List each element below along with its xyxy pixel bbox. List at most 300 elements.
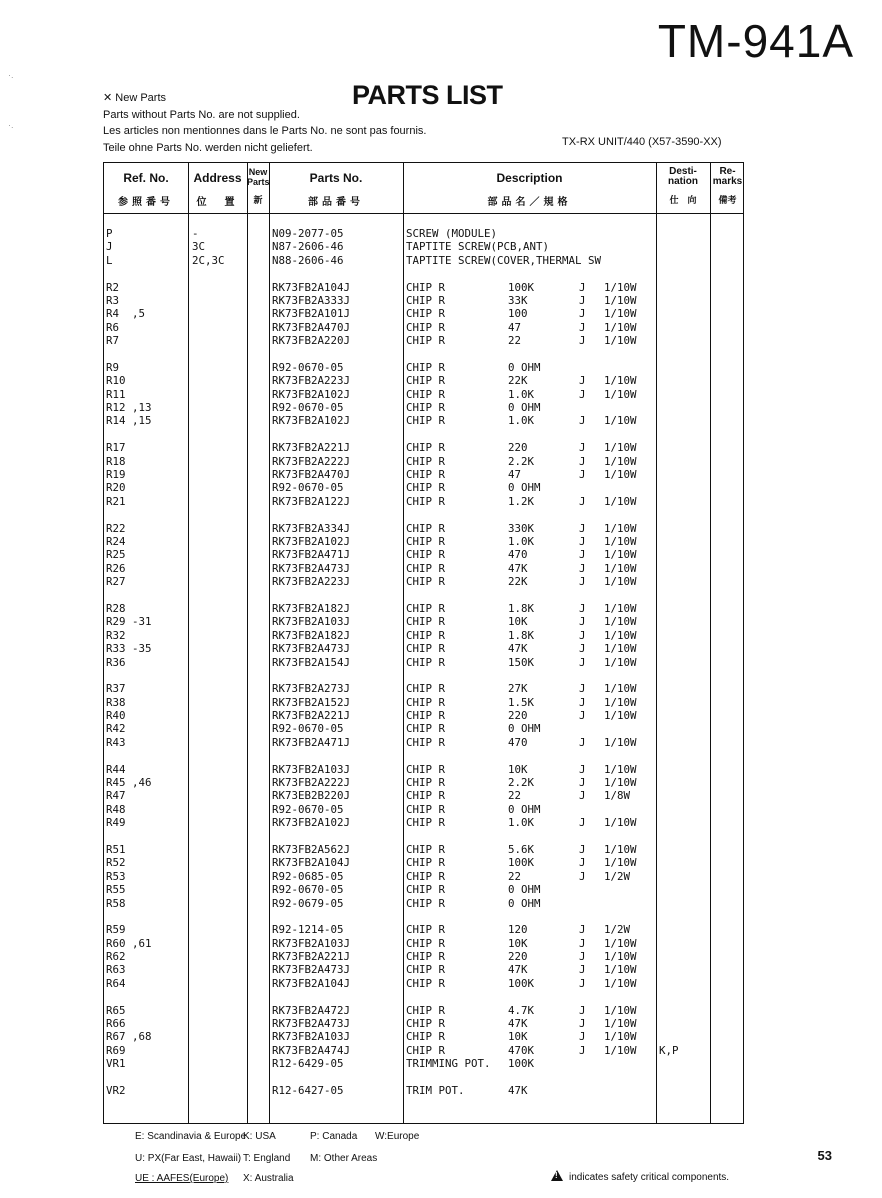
parts-no-cell: RK73FB2A154J [272,655,351,669]
rating-cell: 1/10W [604,307,637,321]
value-cell: 2.2K [508,776,535,790]
parts-table [103,162,744,1124]
table-row [104,1030,743,1043]
tolerance-cell: J [579,320,586,334]
parts-no-cell: RK73FB2A182J [272,601,351,615]
table-row [104,629,743,642]
description-cell: CHIP R [406,963,446,977]
table-row [104,897,743,910]
tolerance-cell: J [579,1030,586,1044]
ref-no-cell: R37 [106,682,126,696]
description-cell: SCREW (MODULE) [406,227,498,240]
description-cell: CHIP R [406,883,446,897]
table-row [104,682,743,695]
rating-cell: 1/10W [604,842,637,856]
ref-no-cell: R6 [106,320,120,334]
ref-no-cell: R2 [106,280,120,294]
table-row [104,548,743,561]
value-cell: 120 [508,923,528,937]
ref-no-cell: R3 [106,293,120,307]
ref-no-cell: R59 [106,923,126,937]
table-row [104,307,743,320]
tolerance-cell: J [579,561,586,575]
tolerance-cell: J [579,709,586,723]
description-cell: CHIP R [406,923,446,937]
parts-no-cell: R92-0685-05 [272,869,344,883]
table-row [104,642,743,655]
ref-no-cell: R7 [106,334,120,348]
description-cell: CHIP R [406,1017,446,1031]
rating-cell: 1/10W [604,682,637,696]
tolerance-cell: J [579,468,586,482]
table-row [104,950,743,963]
header-new: New Parts 新 [247,167,270,205]
ref-no-cell: R69 [106,1043,126,1057]
rating-cell: 1/10W [604,709,637,723]
parts-no-cell: RK73FB2A152J [272,695,351,709]
tolerance-cell: J [579,441,586,455]
row-gap [104,589,743,602]
value-cell: 330K [508,521,535,535]
parts-no-cell: N88-2606-46 [272,253,344,267]
table-row [104,696,743,709]
tolerance-cell: J [579,682,586,696]
tolerance-cell: J [579,816,586,830]
value-cell: 0 OHM [508,802,541,816]
parts-no-cell: RK73FB2A221J [272,950,351,964]
table-row [104,736,743,749]
ref-no-cell: R27 [106,575,126,589]
legend-item: X: Australia [243,1173,294,1184]
ref-no-cell: R26 [106,561,126,575]
rating-cell: 1/2W [604,923,631,937]
table-row [104,856,743,869]
parts-no-cell: RK73FB2A470J [272,468,351,482]
table-row [104,535,743,548]
ref-no-cell: R62 [106,950,126,964]
parts-no-cell: RK73FB2A473J [272,642,351,656]
value-cell: 47K [508,1084,528,1097]
description-cell: CHIP R [406,320,446,334]
description-cell: CHIP R [406,776,446,790]
parts-no-cell: RK73FB2A182J [272,628,351,642]
model-number: TM-941A [657,15,854,67]
value-cell: 100K [508,1057,535,1071]
tolerance-cell: J [579,615,586,629]
ref-no-cell: R33 -35 [106,642,152,656]
ref-no-cell: R65 [106,1003,126,1017]
parts-no-cell: RK73FB2A220J [272,334,351,348]
description-cell: CHIP R [406,936,446,950]
ref-no-cell: P [106,227,113,240]
description-cell: CHIP R [406,682,446,696]
description-cell: CHIP R [406,441,446,455]
description-cell: CHIP R [406,789,446,803]
value-cell: 220 [508,709,528,723]
parts-no-cell: RK73FB2A104J [272,856,351,870]
legend-item: T: England [243,1153,291,1164]
note-new-parts: ✕ New Parts [103,92,167,104]
rating-cell: 1/10W [604,601,637,615]
parts-no-cell: RK73FB2A473J [272,561,351,575]
tolerance-cell: J [579,387,586,401]
note-en: Parts without Parts No. are not supplied. [103,108,300,121]
ref-no-cell: R58 [106,896,126,910]
ref-no-cell: R10 [106,374,126,388]
rating-cell: 1/10W [604,615,637,629]
description-cell: CHIP R [406,280,446,294]
ref-no-cell: R17 [106,441,126,455]
parts-no-cell: RK73FB2A273J [272,682,351,696]
rating-cell: 1/10W [604,1017,637,1031]
rating-cell: 1/10W [604,735,637,749]
parts-no-cell: RK73FB2A103J [272,615,351,629]
value-cell: 0 OHM [508,481,541,495]
table-row [104,803,743,816]
table-row [104,361,743,374]
table-row [104,401,743,414]
value-cell: 22 [508,789,522,803]
table-row [104,923,743,936]
description-cell: CHIP R [406,802,446,816]
ref-no-cell: R64 [106,976,126,990]
ref-no-cell: R12 ,13 [106,401,152,415]
table-row [104,789,743,802]
table-row [104,883,743,896]
parts-no-cell: RK73FB2A103J [272,936,351,950]
description-cell: TRIMMING POT. [406,1057,491,1071]
tolerance-cell: J [579,293,586,307]
description-cell: CHIP R [406,735,446,749]
parts-no-cell: R92-1214-05 [272,923,344,937]
rating-cell: 1/10W [604,414,637,428]
description-cell: CHIP R [406,334,446,348]
parts-no-cell: N09-2077-05 [272,227,344,240]
row-gap [104,428,743,441]
ref-no-cell: R63 [106,963,126,977]
value-cell: 33K [508,293,528,307]
ref-no-cell: L [106,253,113,267]
row-gap [104,749,743,762]
rating-cell: 1/10W [604,494,637,508]
parts-no-cell: RK73FB2A102J [272,816,351,830]
description-cell: CHIP R [406,896,446,910]
tolerance-cell: J [579,762,586,776]
value-cell: 150K [508,655,535,669]
description-cell: CHIP R [406,481,446,495]
parts-no-cell: RK73FB2A103J [272,762,351,776]
parts-no-cell: RK73FB2A122J [272,494,351,508]
parts-no-cell: R92-0679-05 [272,896,344,910]
ref-no-cell: R45 ,46 [106,776,152,790]
table-row [104,227,743,240]
tolerance-cell: J [579,735,586,749]
tolerance-cell: J [579,575,586,589]
rating-cell: 1/10W [604,856,637,870]
tolerance-cell: J [579,963,586,977]
description-cell: CHIP R [406,548,446,562]
description-cell: CHIP R [406,1043,446,1057]
legend-item: K: USA [243,1131,276,1142]
value-cell: 470K [508,1043,535,1057]
description-cell: CHIP R [406,387,446,401]
rating-cell: 1/10W [604,936,637,950]
description-cell: TAPTITE SCREW(COVER,THERMAL SW [406,253,602,267]
description-cell: CHIP R [406,374,446,388]
parts-no-cell: RK73FB2A222J [272,776,351,790]
description-cell: CHIP R [406,655,446,669]
ref-no-cell: R53 [106,869,126,883]
description-cell: CHIP R [406,1030,446,1044]
scan-mark: ·. [8,70,14,80]
value-cell: 10K [508,1030,528,1044]
tolerance-cell: J [579,601,586,615]
description-cell: CHIP R [406,762,446,776]
description-cell: CHIP R [406,307,446,321]
ref-no-cell: R51 [106,842,126,856]
parts-no-cell: R92-0670-05 [272,481,344,495]
description-cell: CHIP R [406,468,446,482]
page-title: PARTS LIST [352,80,503,110]
value-cell: 1.0K [508,534,535,548]
value-cell: 1.0K [508,387,535,401]
legend-item: P: Canada [310,1131,358,1142]
table-row [104,763,743,776]
parts-no-cell: RK73FB2A474J [272,1043,351,1057]
table-row [104,843,743,856]
ref-no-cell: R52 [106,856,126,870]
safety-note-text: indicates safety critical components. [569,1172,730,1183]
description-cell: CHIP R [406,816,446,830]
table-row [104,1017,743,1030]
tolerance-cell: J [579,494,586,508]
table-row [104,963,743,976]
value-cell: 100 [508,307,528,321]
tolerance-cell: J [579,454,586,468]
parts-no-cell: R12-6429-05 [272,1057,344,1071]
legend-row-3 [135,1173,294,1184]
tolerance-cell: J [579,548,586,562]
value-cell: 220 [508,441,528,455]
tolerance-cell: J [579,628,586,642]
parts-no-cell: R92-0670-05 [272,360,344,374]
parts-no-cell: RK73FB2A333J [272,293,351,307]
description-cell: CHIP R [406,950,446,964]
description-cell: CHIP R [406,976,446,990]
parts-no-cell: RK73FB2A103J [272,1030,351,1044]
value-cell: 220 [508,950,528,964]
rating-cell: 1/10W [604,561,637,575]
description-cell: TAPTITE SCREW(PCB,ANT) [406,240,550,254]
tolerance-cell: J [579,642,586,656]
ref-no-cell: R21 [106,494,126,508]
ref-no-cell: R60 ,61 [106,936,152,950]
tolerance-cell: J [579,414,586,428]
rating-cell: 1/10W [604,387,637,401]
ref-no-cell: R19 [106,468,126,482]
row-gap [104,267,743,280]
table-row [104,977,743,990]
description-cell: CHIP R [406,709,446,723]
ref-no-cell: R38 [106,695,126,709]
address-cell: - [192,227,199,240]
value-cell: 100K [508,280,535,294]
value-cell: 22K [508,374,528,388]
value-cell: 22 [508,334,522,348]
parts-no-cell: RK73FB2A221J [272,441,351,455]
table-row [104,1044,743,1057]
value-cell: 1.2K [508,494,535,508]
rating-cell: 1/2W [604,869,631,883]
scan-mark: ·. [8,120,14,130]
table-row [104,294,743,307]
address-cell: 3C [192,240,206,254]
parts-no-cell: RK73FB2A471J [272,735,351,749]
row-gap [104,348,743,361]
value-cell: 0 OHM [508,722,541,736]
ref-no-cell: R9 [106,360,120,374]
ref-no-cell: R11 [106,387,126,401]
tolerance-cell: J [579,950,586,964]
value-cell: 4.7K [508,1003,535,1017]
tolerance-cell: J [579,936,586,950]
value-cell: 1.0K [508,414,535,428]
ref-no-cell: R44 [106,762,126,776]
rating-cell: 1/10W [604,468,637,482]
rating-cell: 1/10W [604,374,637,388]
ref-no-cell: R40 [106,709,126,723]
parts-no-cell: RK73FB2A334J [272,521,351,535]
table-row [104,937,743,950]
value-cell: 47 [508,320,522,334]
rating-cell: 1/10W [604,776,637,790]
description-cell: CHIP R [406,575,446,589]
description-cell: CHIP R [406,869,446,883]
table-row [104,321,743,334]
description-cell: CHIP R [406,494,446,508]
tolerance-cell: J [579,1003,586,1017]
note-de: Teile ohne Parts No. werden nicht geliefert. [103,141,313,154]
description-cell: CHIP R [406,722,446,736]
value-cell: 47K [508,1017,528,1031]
ref-no-cell: R48 [106,802,126,816]
parts-no-cell: RK73FB2A221J [272,709,351,723]
tolerance-cell: J [579,521,586,535]
legend-row-2 [135,1153,378,1164]
ref-no-cell: VR2 [106,1084,126,1097]
value-cell: 1.8K [508,601,535,615]
legend-item: W:Europe [375,1131,420,1142]
value-cell: 2.2K [508,454,535,468]
table-row [104,602,743,615]
value-cell: 47K [508,963,528,977]
rating-cell: 1/10W [604,320,637,334]
tolerance-cell: J [579,655,586,669]
page-number: 53 [817,1148,832,1163]
parts-no-cell: RK73FB2A222J [272,454,351,468]
tolerance-cell: J [579,856,586,870]
ref-no-cell: R66 [106,1017,126,1031]
description-cell: CHIP R [406,615,446,629]
description-cell: CHIP R [406,293,446,307]
description-cell: CHIP R [406,856,446,870]
description-cell: CHIP R [406,1003,446,1017]
row-gap [104,508,743,521]
value-cell: 0 OHM [508,883,541,897]
description-cell: CHIP R [406,642,446,656]
value-cell: 470 [508,548,528,562]
ref-no-cell: R47 [106,789,126,803]
tolerance-cell: J [579,776,586,790]
rating-cell: 1/10W [604,628,637,642]
table-row [104,281,743,294]
rating-cell: 1/10W [604,334,637,348]
rating-cell: 1/10W [604,816,637,830]
value-cell: 100K [508,976,535,990]
table-row [104,656,743,669]
table-row [104,441,743,454]
table-row [104,816,743,829]
header-remarks: Re- marks 備考 [712,166,743,205]
tolerance-cell: J [579,374,586,388]
value-cell: 22 [508,869,522,883]
table-row [104,870,743,883]
table-row [104,495,743,508]
rating-cell: 1/8W [604,789,631,803]
value-cell: 5.6K [508,842,535,856]
table-row [104,254,743,267]
legend-item: M: Other Areas [310,1153,378,1164]
row-gap [104,830,743,843]
rating-cell: 1/10W [604,762,637,776]
rating-cell: 1/10W [604,655,637,669]
parts-no-cell: RK73EB2B220J [272,789,351,803]
parts-no-cell: RK73FB2A102J [272,387,351,401]
table-row [104,374,743,387]
table-row [104,709,743,722]
row-gap [104,910,743,923]
ref-no-cell: R29 -31 [106,615,152,629]
ref-no-cell: R32 [106,628,126,642]
value-cell: 0 OHM [508,896,541,910]
ref-no-cell: R4 ,5 [106,307,146,321]
parts-no-cell: R92-0670-05 [272,722,344,736]
rating-cell: 1/10W [604,548,637,562]
rating-cell: 1/10W [604,1030,637,1044]
value-cell: 0 OHM [508,401,541,415]
description-cell: CHIP R [406,414,446,428]
tolerance-cell: J [579,334,586,348]
ref-no-cell: R55 [106,883,126,897]
rating-cell: 1/10W [604,1043,637,1057]
tolerance-cell: J [579,1017,586,1031]
tolerance-cell: J [579,976,586,990]
parts-no-cell: R92-0670-05 [272,883,344,897]
legend-item: U: PX(Far East, Hawaii) [135,1153,242,1164]
tolerance-cell: J [579,307,586,321]
address-cell: 2C,3C [192,253,225,267]
tolerance-cell: J [579,280,586,294]
rating-cell: 1/10W [604,293,637,307]
value-cell: 100K [508,856,535,870]
table-row [104,562,743,575]
ref-no-cell: R28 [106,601,126,615]
legend-row-1 [135,1131,420,1142]
value-cell: 47 [508,468,522,482]
description-cell: CHIP R [406,601,446,615]
rating-cell: 1/10W [604,454,637,468]
table-row [104,468,743,481]
